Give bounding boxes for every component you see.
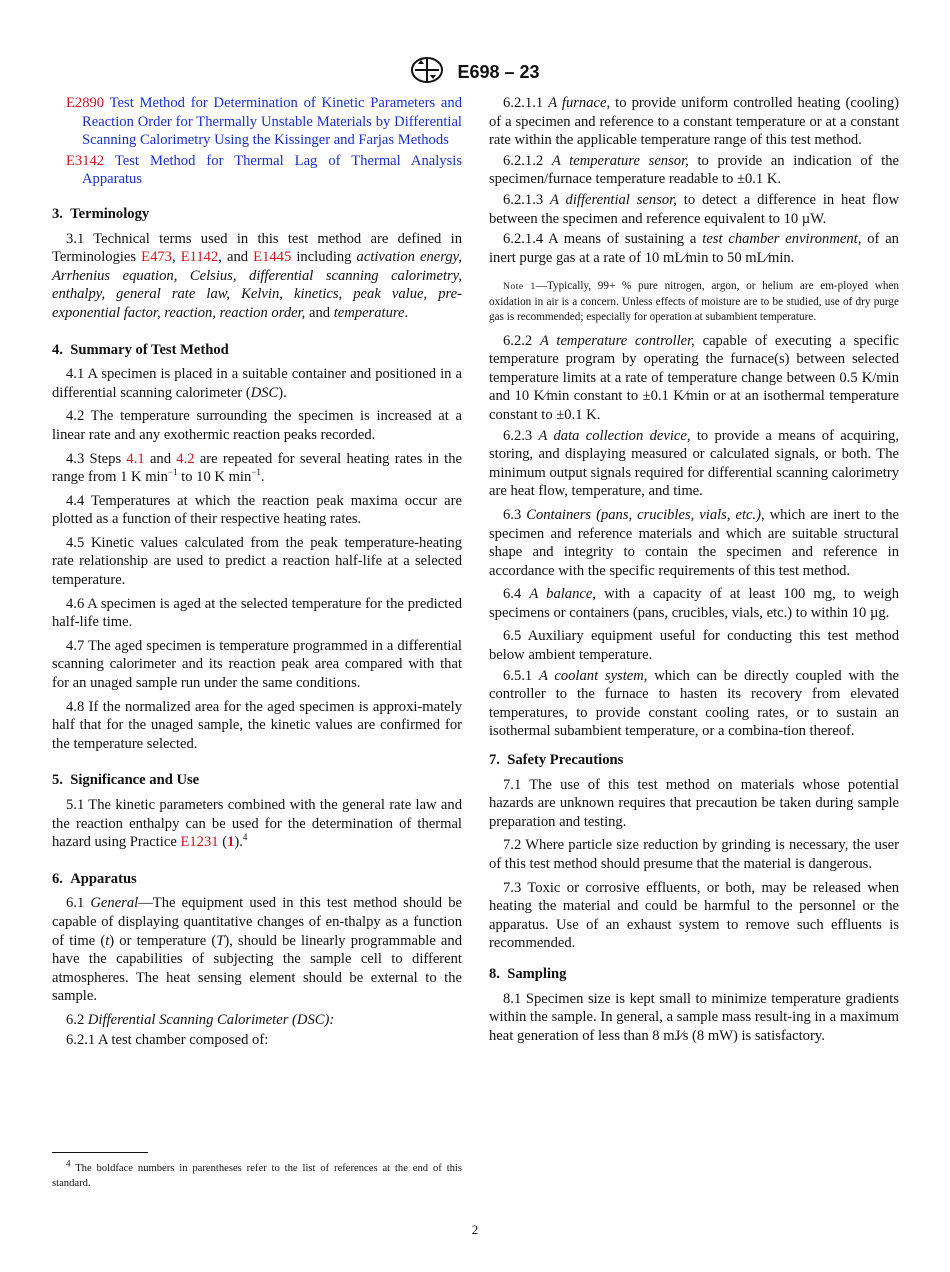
paragraph: 4.6 A specimen is aged at the selected temperature for the predicted half-life time. (52, 595, 462, 631)
paragraph: 7.1 The use of this test method on materials whose potential hazards are unknown requires that precaution be taken during sample preparation and testing. (489, 776, 899, 830)
paragraph: 6.1 General—The equipment used in this test method should be capable of displaying quantitative changes of en-thalpy as a function of time (t) or temperature (T), should be linearly programmable and have the capabilities of subjecting the sample cell to different atmospheres. The heat sensing element should be external to the sample. (52, 895, 463, 1005)
section-heading: 8. Sampling (489, 965, 567, 982)
reference-link[interactable]: E3142 (66, 152, 105, 169)
section-heading: 5. Significance and Use (52, 772, 200, 789)
reference-number-link[interactable]: 1 (227, 834, 235, 851)
paragraph: 6.2.1.1 A furnace, to provide uniform controlled heating (cooling) of a specimen and reference to a constant temperature or at a constant rate within the applicable temperature range of this test method. (489, 95, 900, 149)
section-heading: 7. Safety Precautions (489, 752, 624, 769)
paragraph: 4.3 Steps 4.1 and 4.2 are repeated for several heating rates in the range from 1 K $\min^{-1}$ to 10 K $\min^{-1}$. (52, 450, 462, 486)
right-column (489, 94, 899, 1050)
paragraph: 3.1 Technical terms used in this test method are defined in Terminologies E473, E1142, and E1445 including activation energy, Arrhenius equation, Celsius, differential scanning calorimetry, enthalpy, general rate law, Kelvin, kinetics, peak value, pre-exponential factor, reaction, reaction order, and temperature. (52, 230, 462, 321)
reference-title[interactable]: Test Method for Thermal Lag of Thermal Analysis Apparatus (82, 152, 463, 188)
paragraph: 6.2.3 A data collection device, to provide a means of acquiring, storing, and displaying measured or calculated signals, or both. The minimum output signals required for differential scanning calorimetry are heat flow, temperature, and time. (489, 427, 900, 500)
paragraph: 6.5 Auxiliary equipment useful for conducting this test method below ambient temperature. (489, 628, 899, 664)
paragraph: 6.2.1.3 A differential sensor, to detect a difference in heat flow between the specimen and reference equivalent to 10 µW. (489, 191, 899, 227)
paragraph: 5.1 The kinetic parameters combined with the general rate law and the reaction enthalpy can be used for the determination of thermal hazard using Practice E1231 (1).$^4$ (52, 797, 462, 851)
section-heading: 6. Apparatus (52, 870, 137, 887)
paragraph: 8.1 Specimen size is kept small to minimize temperature gradients within the sample. In general, a sample mass result-ing in a maximum heat generation of less than 8 mJ⁄s (8 mW) is satisfactory. (489, 990, 899, 1044)
paragraph: 6.2 Differential Scanning Calorimeter (DSC): (66, 1011, 335, 1028)
paragraph: 6.2.1.4 A means of sustaining a test chamber environment, of an inert purge gas at a rate of 10 mL⁄min to 50 mL⁄min. (489, 231, 899, 266)
footnote-number: 4 (66, 1158, 71, 1169)
document-id: E698 – 23 (457, 62, 540, 82)
paragraph: 7.2 Where particle size reduction by grinding is necessary, the user of this test method should presume that the material is dangerous. (489, 837, 899, 872)
standard-link[interactable]: E473 (141, 249, 172, 266)
paragraph: 6.5.1 A coolant system, which can be directly coupled with the controller to the furnace to hasten its recovery from elevated temperatures, to provide constant cooling rates, or to sustain an isothermal subambient temperature, or a combina-tion thereof. (489, 667, 899, 740)
reference-entry (52, 152, 462, 189)
standard-link[interactable]: E1231 (180, 834, 219, 851)
page-number: 2 (471, 1222, 479, 1237)
footnote-divider (52, 1152, 148, 1153)
paragraph: 6.2.1.2 A temperature sensor, to provide an indication of the specimen/furnace temperature readable to ±0.1 K. (489, 152, 899, 188)
footnote-marker[interactable]: 4 (242, 832, 248, 843)
reference-link[interactable]: E2890 (66, 95, 105, 111)
note: Note 1—Typically, 99+ % pure nitrogen, argon, or helium are em-ployed when oxidation in air is a concern. Unless effects of moisture are to be studied, use of dry purge gas is recommended; especially for operation at subambient temperature. (489, 280, 899, 324)
paragraph: 6.2.1 A test chamber composed of: (66, 1031, 269, 1048)
page-header (0, 56, 950, 89)
standard-link[interactable]: E1445 (253, 249, 292, 266)
paragraph: 4.8 If the normalized area for the aged specimen is approxi-mately half that for the unaged sample, the kinetic values are confirmed for the temperature selected. (52, 698, 462, 752)
standard-link[interactable]: E1142 (180, 249, 219, 266)
note-label: Note 1 (503, 281, 536, 293)
section-link[interactable]: 4.2 (176, 450, 195, 467)
section-heading: 4. Summary of Test Method (52, 341, 229, 358)
paragraph: 4.7 The aged specimen is temperature programmed in a differential scanning calorimeter and its reaction peak area compared with that for an unaged sample run under the same conditions. (52, 637, 462, 692)
paragraph: 4.2 The temperature surrounding the specimen is increased at a linear rate and any exothermic reaction peaks recorded. (52, 408, 462, 443)
paragraph: 6.2.2 A temperature controller, capable of executing a specific temperature program by operating the furnace(s) between selected temperature limits at a rate of temperature change between 0.5 K/min and 10 K⁄min constant to ±0.1 K⁄min or at an isothermal temperature constant to ±0.1 K. (489, 332, 900, 423)
paragraph: 7.3 Toxic or corrosive effluents, or both, may be released when heating the material and could be harmful to the personnel or the apparatus. Use of an exhaust system to remove such effluents is recommended. (489, 879, 899, 952)
paragraph: 6.4 A balance, with a capacity of at least 100 mg, to weigh specimens or containers (pans, crucibles, vials, etc.) to within 10 µg. (489, 586, 900, 621)
reference-entry (52, 94, 462, 150)
section-link[interactable]: 4.1 (126, 450, 145, 467)
section-heading: 3. Terminology (52, 205, 150, 222)
astm-logo-icon (410, 56, 444, 89)
paragraph: 4.1 A specimen is placed in a suitable container and positioned in a differential scanning calorimeter (DSC). (52, 366, 462, 401)
paragraph: 4.5 Kinetic values calculated from the peak temperature-heating rate relationship are used to predict a reaction half-life at a selected temperature. (52, 534, 462, 589)
footnote: $^4$ The boldface numbers in parentheses refer to the list of references at the end of this standard. (52, 1158, 462, 1189)
paragraph: 4.4 Temperatures at which the reaction peak maxima occur are plotted as a function of their respective heating rates. (52, 492, 462, 528)
left-column (52, 94, 462, 1054)
paragraph: 6.3 Containers (pans, crucibles, vials, etc.), which are inert to the specimen and reference materials and which are suitable structural shape and integrity to contain the specimen and reference in accordance with the specific requirements of this test method. (489, 506, 899, 579)
reference-title[interactable]: Test Method for Determination of Kinetic Parameters and Reaction Order for Thermally Unstable Materials by Differential Scanning Calorimetry Using the Kissinger and Farjas Methods (82, 95, 462, 149)
